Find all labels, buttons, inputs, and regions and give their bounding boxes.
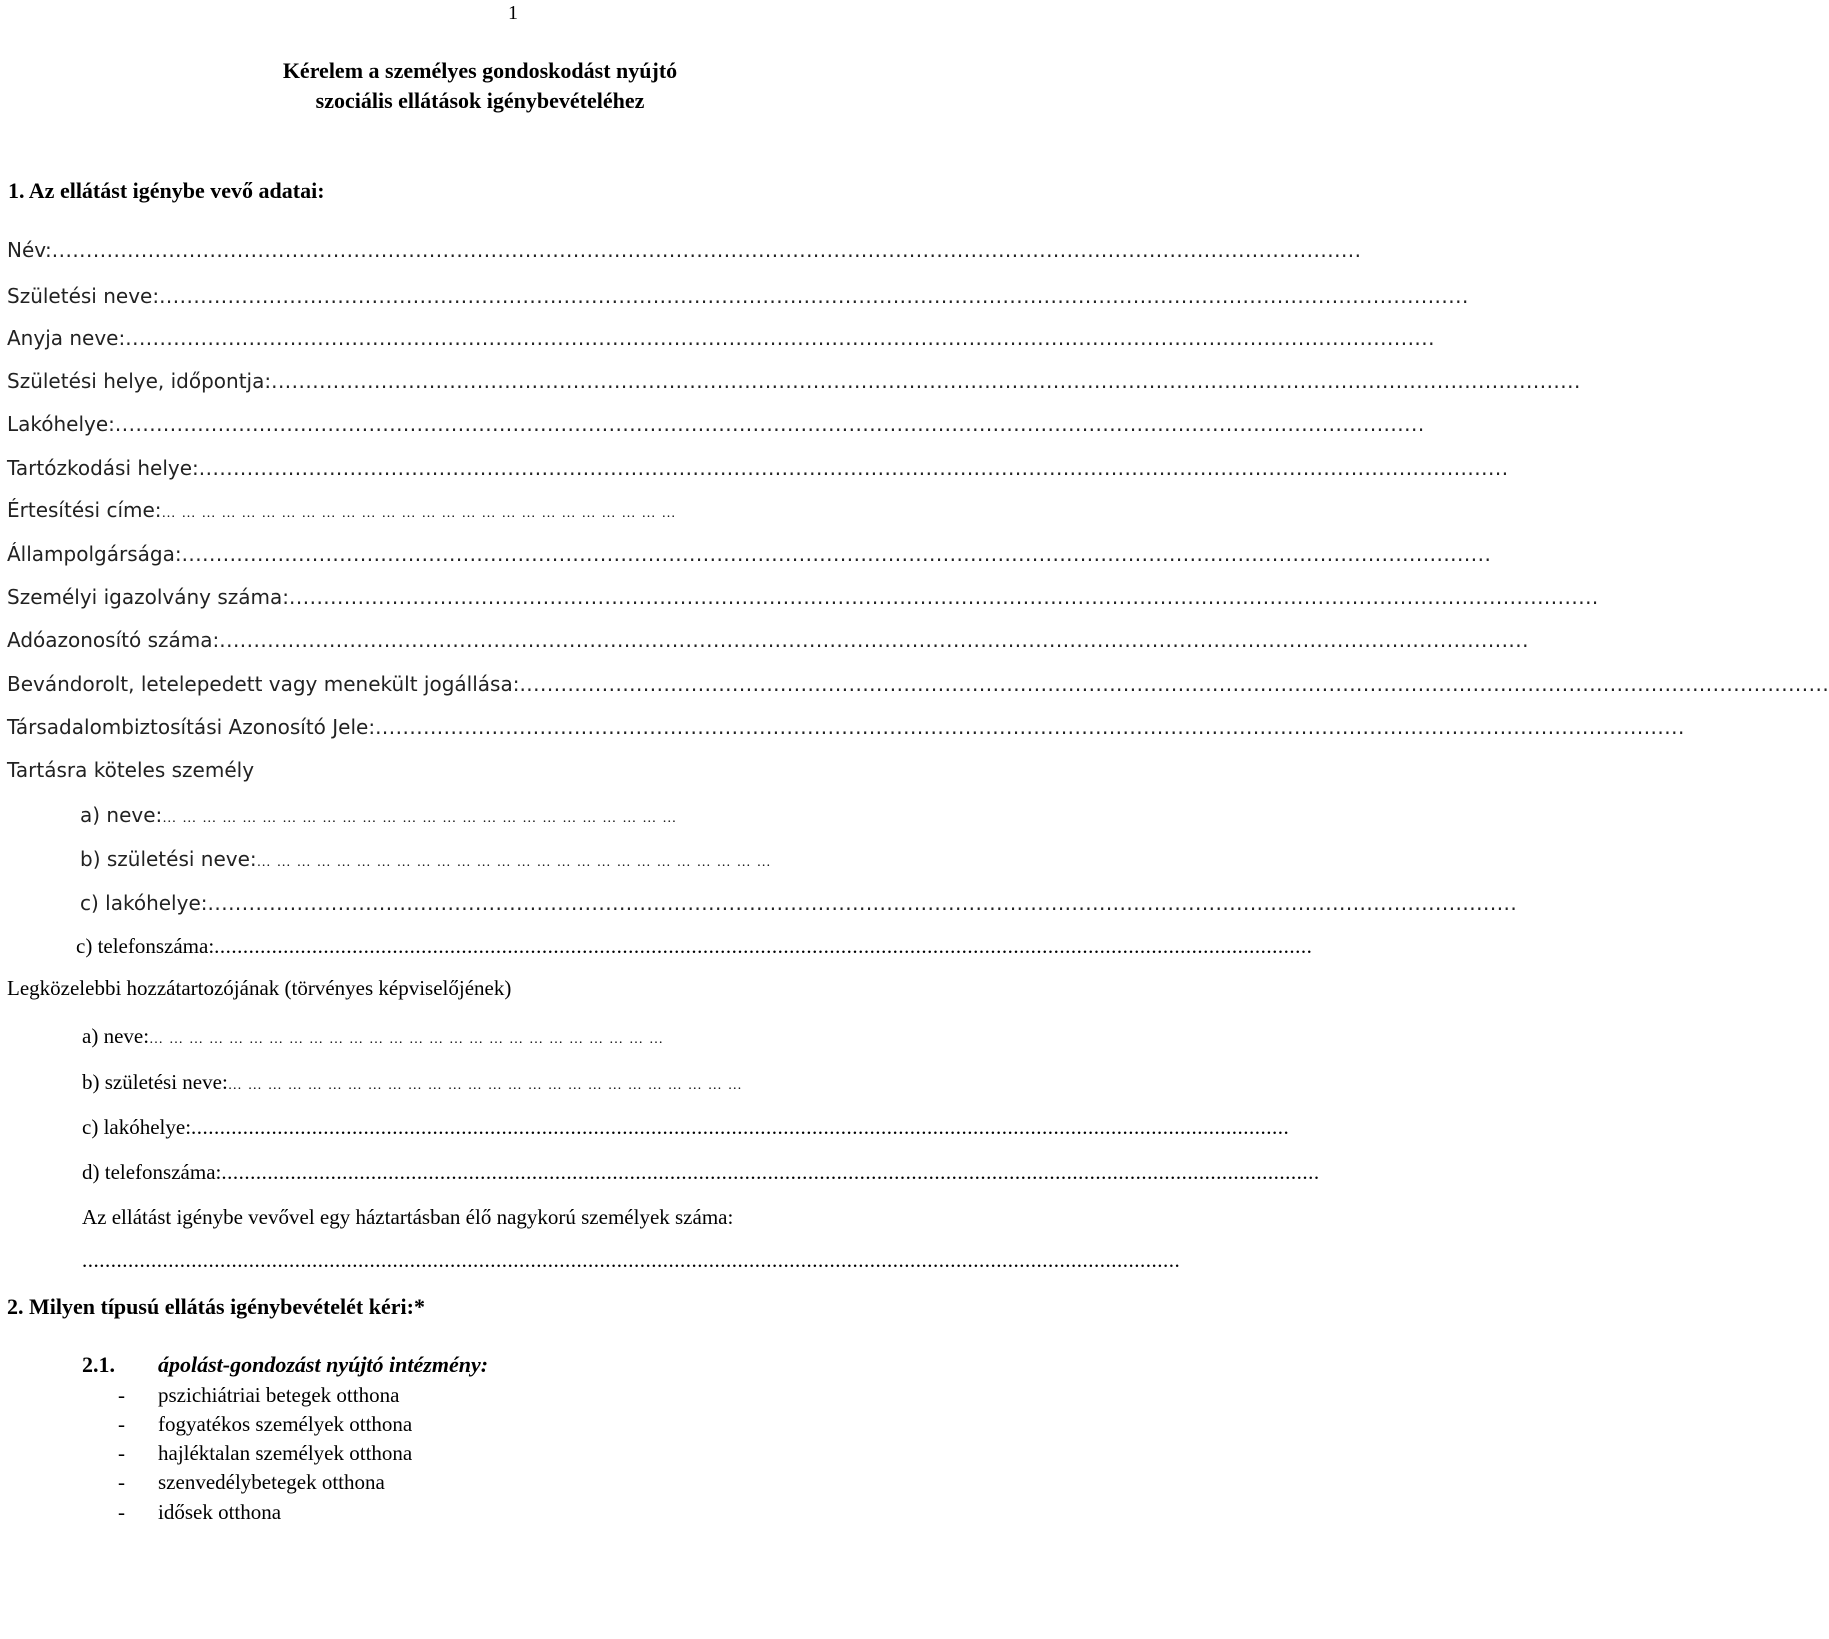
page-number: 1 <box>508 2 518 24</box>
obliged-phone-label: c) telefonszáma: <box>76 934 215 958</box>
obliged-residence-fill: ............................................................................................................................................................................................... <box>207 891 1518 915</box>
relative-name-field[interactable] <box>82 1024 906 1049</box>
tax-id-fill: ............................................................................................................................................................................................... <box>219 628 1530 652</box>
relative-residence-fill: ............................................................................................................................................................................................... <box>191 1115 1290 1139</box>
social-security-number-fill: ............................................................................................................................................................................................... <box>375 715 1685 739</box>
household-adults-field[interactable] <box>82 1248 1181 1273</box>
list-item-label: pszichiátriai betegek otthona <box>158 1383 400 1407</box>
notification-address-label: Értesítési címe: <box>7 498 162 522</box>
name-label: Név: <box>7 238 52 262</box>
id-card-number-fill: ............................................................................................................................................................................................... <box>289 585 1599 609</box>
obliged-residence-field[interactable] <box>80 891 1518 915</box>
name-fill: ............................................................................................................................................................................................... <box>51 238 1362 262</box>
birth-name-field[interactable] <box>7 284 1469 308</box>
birth-place-date-fill: ............................................................................................................................................................................................... <box>271 369 1581 393</box>
list-item[interactable] <box>118 1383 399 1408</box>
stay-place-fill: ............................................................................................................................................................................................... <box>198 456 1509 480</box>
citizenship-field[interactable] <box>7 542 1492 566</box>
relative-name-label: a) neve: <box>82 1024 150 1048</box>
section-2-heading: 2. Milyen típusú ellátás igénybevételét kéri:* <box>7 1294 425 1319</box>
obliged-phone-field[interactable] <box>76 934 1313 959</box>
document-title-line-1: Kérelem a személyes gondoskodást nyújtó <box>282 58 678 83</box>
residence-label: Lakóhelye: <box>7 412 115 436</box>
tax-id-field[interactable] <box>7 628 1530 652</box>
name-field[interactable] <box>7 238 1362 262</box>
document-title-line-2: szociális ellátások igénybevételéhez <box>315 88 645 113</box>
subsection-2-1-number: 2.1. <box>82 1352 115 1377</box>
relative-residence-field[interactable] <box>82 1115 1290 1140</box>
relative-name-fill: …………………………………………………………………… <box>149 1032 670 1047</box>
tax-id-label: Adóazonosító száma: <box>7 628 220 652</box>
list-item[interactable] <box>118 1470 385 1495</box>
section-1-heading: 1. Az ellátást igénybe vevő adatai: <box>8 178 325 203</box>
obliged-name-fill: …………………………………………………………………… <box>162 811 683 826</box>
list-item[interactable] <box>118 1441 412 1466</box>
birth-place-date-label: Születési helye, időpontja: <box>7 369 272 393</box>
relative-heading: Legközelebbi hozzátartozójának (törvényes képviselőjének) <box>7 976 512 1000</box>
obliged-name-label: a) neve: <box>80 803 163 827</box>
maintenance-obliged-heading: Tartásra köteles személy <box>7 758 255 782</box>
residence-fill: ............................................................................................................................................................................................... <box>114 412 1425 436</box>
obliged-birth-name-label: b) születési neve: <box>80 847 257 871</box>
social-security-number-field[interactable] <box>7 715 1685 739</box>
obliged-birth-name-field[interactable] <box>80 847 904 871</box>
list-item[interactable] <box>118 1500 281 1525</box>
list-item-label: szenvedélybetegek otthona <box>158 1470 385 1494</box>
birth-name-label: Születési neve: <box>7 284 160 308</box>
birth-place-date-field[interactable] <box>7 369 1581 393</box>
list-item-label: idősek otthona <box>158 1500 282 1524</box>
relative-phone-fill: ............................................................................................................................................................................................... <box>221 1160 1320 1184</box>
subsection-2-1-title: ápolást-gondozást nyújtó intézmény: <box>158 1352 489 1377</box>
relative-birth-name-fill: …………………………………………………………………… <box>227 1078 748 1093</box>
citizenship-label: Állampolgársága: <box>7 542 182 566</box>
list-item-label: fogyatékos személyek otthona <box>158 1412 413 1436</box>
list-dash: - <box>118 1470 125 1494</box>
obliged-name-field[interactable] <box>80 803 904 827</box>
obliged-residence-label: c) lakóhelye: <box>80 891 208 915</box>
id-card-number-field[interactable] <box>7 585 1599 609</box>
obliged-birth-name-fill: …………………………………………………………………… <box>256 855 777 870</box>
list-dash: - <box>118 1412 125 1436</box>
obliged-phone-fill: ............................................................................................................................................................................................... <box>214 934 1313 958</box>
legal-status-field[interactable] <box>7 672 1829 696</box>
list-dash: - <box>118 1383 125 1407</box>
mother-name-fill: ............................................................................................................................................................................................... <box>125 326 1436 350</box>
list-item[interactable] <box>118 1412 412 1437</box>
residence-field[interactable] <box>7 412 1425 436</box>
stay-place-label: Tartózkodási helye: <box>7 456 199 480</box>
legal-status-label: Bevándorolt, letelepedett vagy menekült jogállása: <box>7 672 520 696</box>
list-dash: - <box>118 1441 125 1465</box>
mother-name-label: Anyja neve: <box>7 326 126 350</box>
relative-birth-name-label: b) születési neve: <box>82 1070 228 1094</box>
relative-phone-label: d) telefonszáma: <box>82 1160 222 1184</box>
list-item-label: hajléktalan személyek otthona <box>158 1441 413 1465</box>
household-adults-fill: ............................................................................................................................................................................................... <box>82 1248 1181 1272</box>
mother-name-field[interactable] <box>7 326 1436 350</box>
notification-address-field[interactable] <box>7 498 919 522</box>
legal-status-fill: ............................................................................................................................................................................................... <box>519 672 1829 696</box>
relative-birth-name-field[interactable] <box>82 1070 906 1095</box>
notification-address-fill: …………………………………………………………………… <box>161 506 682 521</box>
birth-name-fill: ............................................................................................................................................................................................... <box>159 284 1469 308</box>
relative-residence-label: c) lakóhelye: <box>82 1115 192 1139</box>
list-dash: - <box>118 1500 125 1524</box>
citizenship-fill: ............................................................................................................................................................................................... <box>181 542 1492 566</box>
social-security-number-label: Társadalombiztosítási Azonosító Jele: <box>7 715 376 739</box>
relative-phone-field[interactable] <box>82 1160 1320 1185</box>
id-card-number-label: Személyi igazolvány száma: <box>7 585 290 609</box>
stay-place-field[interactable] <box>7 456 1509 480</box>
household-adults-label: Az ellátást igénybe vevővel egy háztartásban élő nagykorú személyek száma: <box>82 1205 734 1229</box>
